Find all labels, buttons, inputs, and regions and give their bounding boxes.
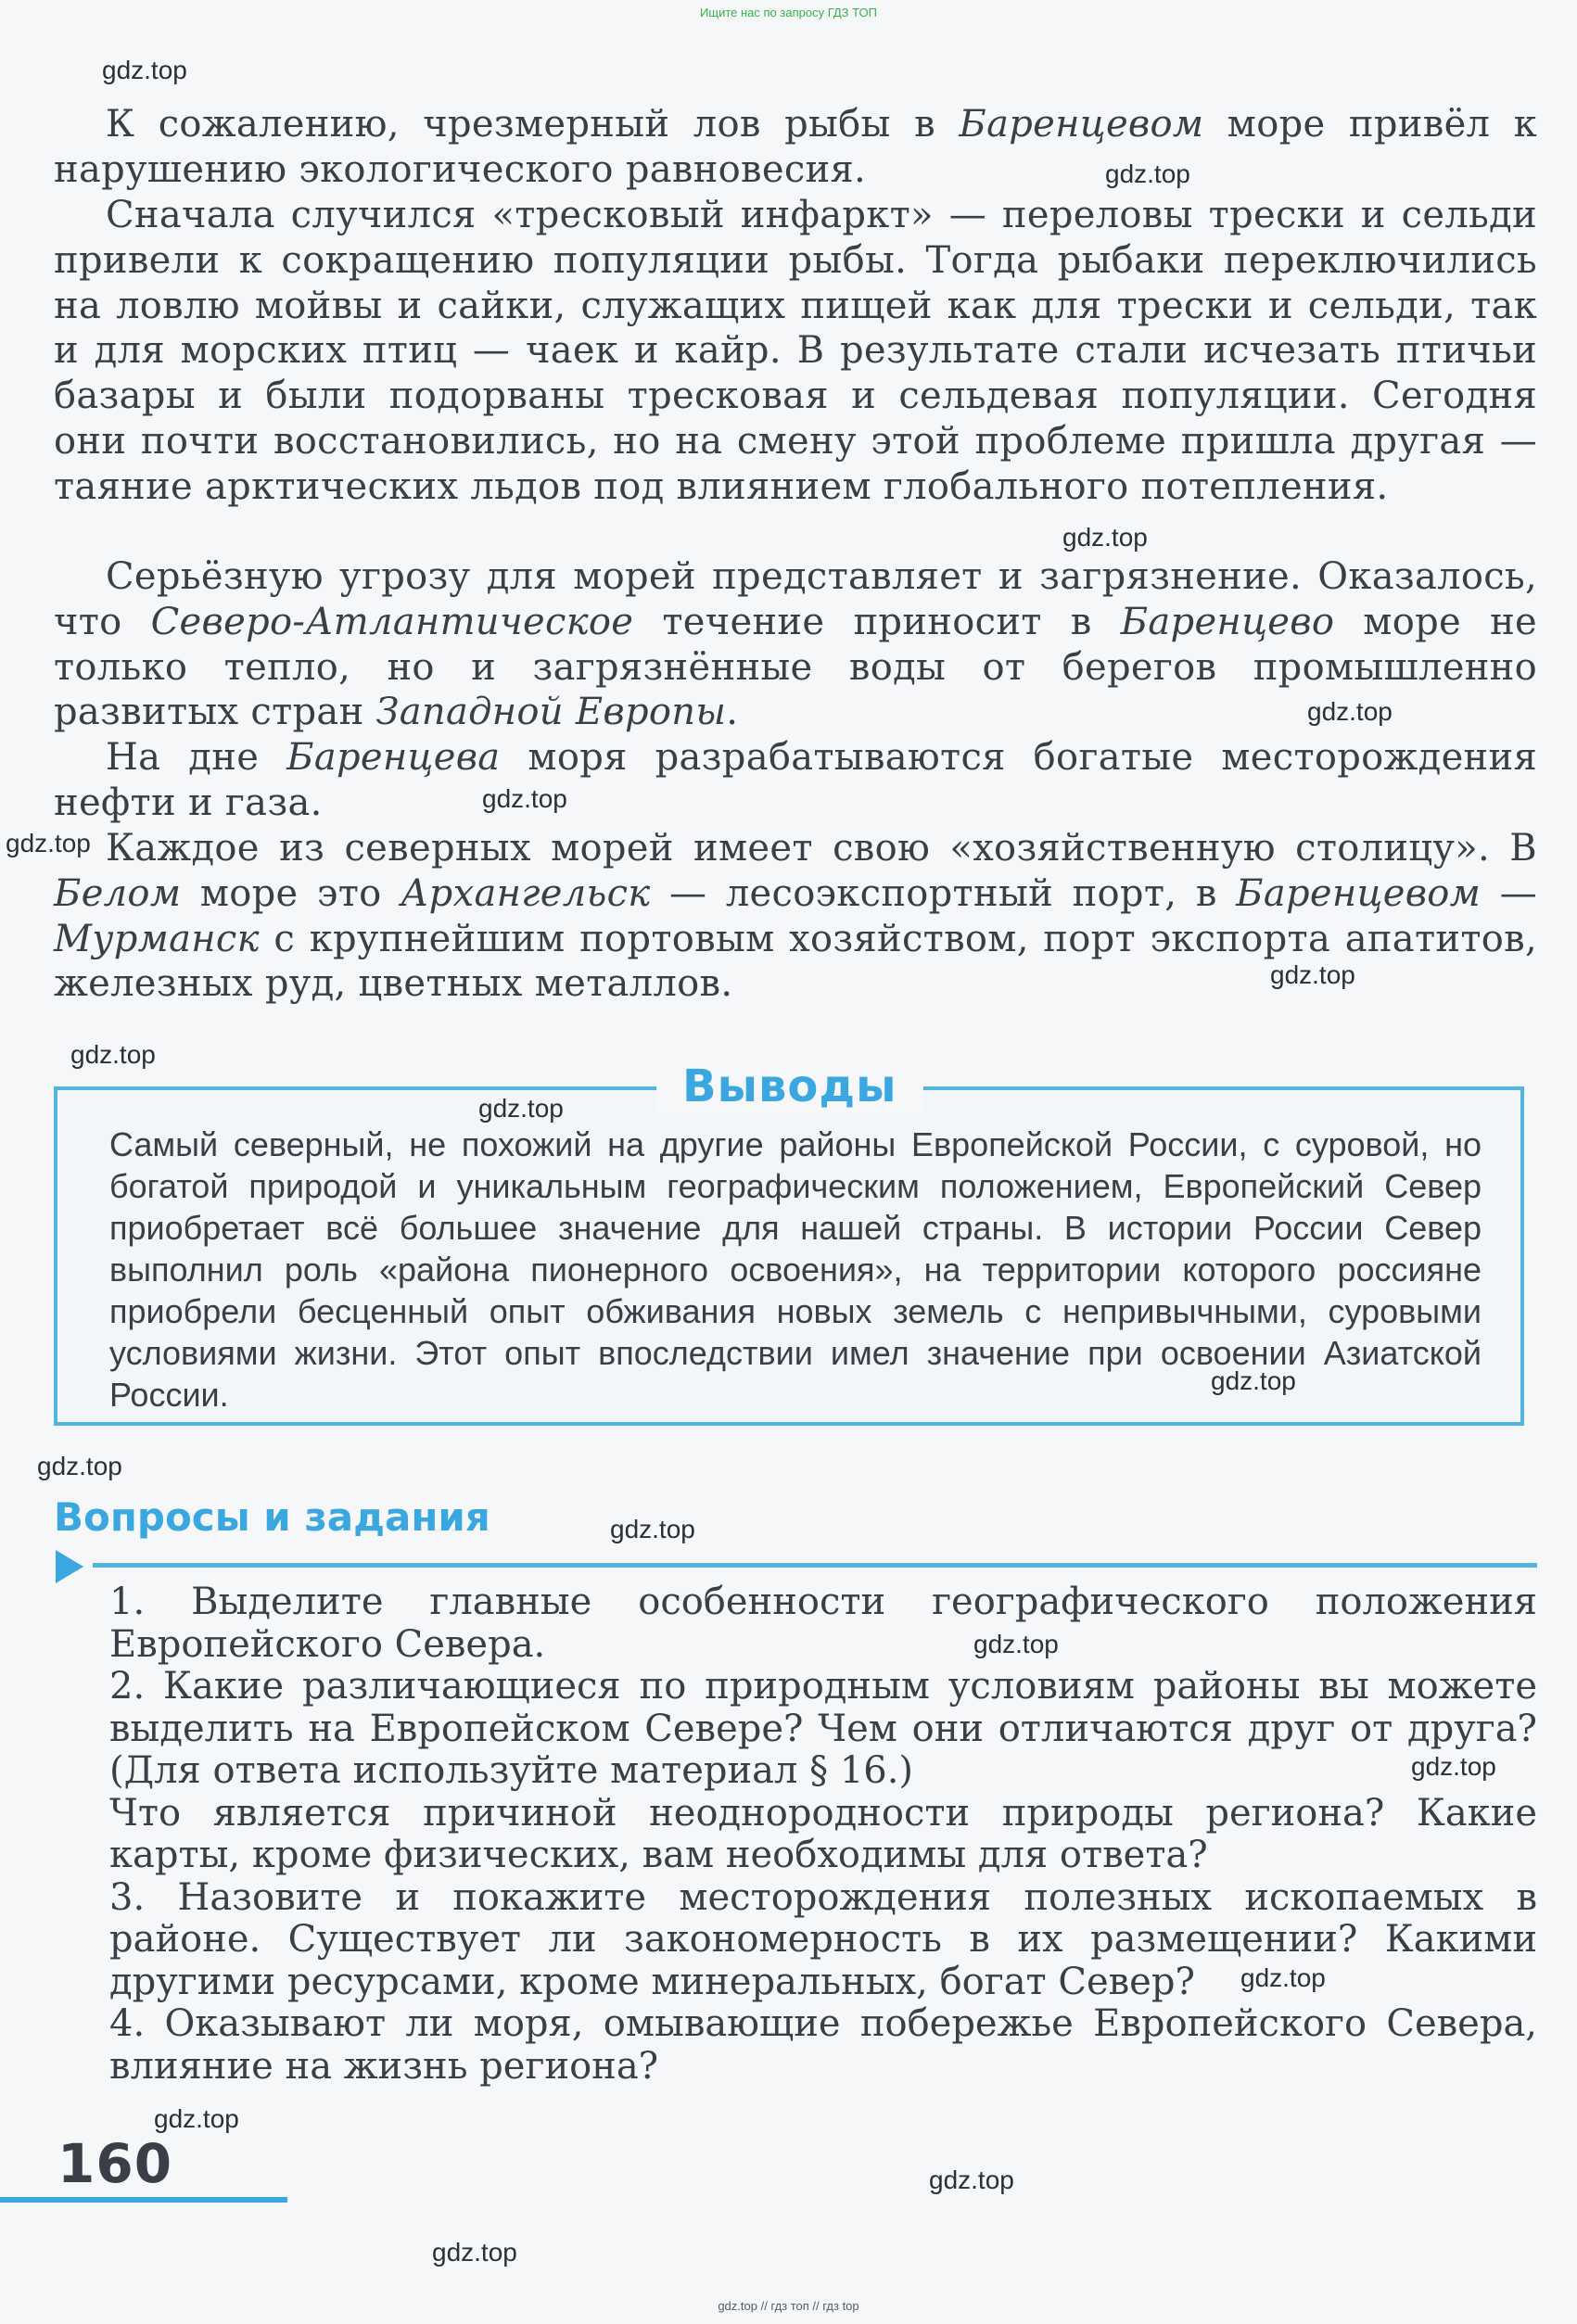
bottom-banner: gdz.top // гдз топ // гдз top <box>718 2299 859 2313</box>
watermark: gdz.top <box>1411 1752 1496 1781</box>
watermark: gdz.top <box>6 829 91 857</box>
top-banner: Ищите нас по запросу ГДЗ ТОП <box>700 6 877 19</box>
watermark: gdz.top <box>70 1040 156 1069</box>
text-run: Сначала случился «тресковый инфаркт» — переловы трески и сельди привели к сокращению популяции рыбы. Тогда рыбаки переключились на ловлю мойвы и сайки, служащих пищей как для трески и сельди, так и для морских птиц — чаек и кайр. В результате стали исчезать птичьи базары и были подорваны тресковая и сельдевая популяции. Сегодня они почти восстановились, но на смену этой проблеме пришла другая — таяние арктических льдов под влиянием глобального потепления. <box>54 194 1537 508</box>
paragraph-cod-infarct <box>54 193 1537 510</box>
play-arrow-icon <box>56 1550 83 1583</box>
watermark: gdz.top <box>102 56 187 84</box>
italic-term: Баренцевом <box>1236 871 1482 915</box>
questions-divider <box>93 1563 1537 1568</box>
italic-term: Мурманск <box>54 917 260 960</box>
text-run: Каждое из северных морей имеет свою «хозяйственную столицу». В <box>106 827 1537 870</box>
watermark: gdz.top <box>37 1452 122 1480</box>
paragraph-oil-gas <box>54 735 1537 826</box>
text-run: течение приносит в <box>633 600 1121 643</box>
text-run: — <box>1481 871 1537 915</box>
watermark: gdz.top <box>1270 960 1355 989</box>
question-item: Что является причиной неоднородности природы региона? Какие карты, кроме физических, вам необходимы для ответа? <box>109 1791 1537 1876</box>
question-item: 4. Оказывают ли моря, омывающие побережье Европейского Севера, влияние на жизнь региона? <box>109 2002 1537 2088</box>
italic-term: Баренцево <box>1120 600 1335 643</box>
page-number-rule <box>0 2197 287 2203</box>
question-item: 3. Назовите и покажите месторождения полезных ископаемых в районе. Существует ли закономерность в их размещении? Какими другими ресурсами, кроме минеральных, богат Север? <box>109 1875 1537 2003</box>
text-run: море привёл к нарушению экологического равновесия. <box>54 103 1537 191</box>
text-run: моря разрабатываются богатые месторождения нефти и газа. <box>54 736 1537 824</box>
watermark: gdz.top <box>482 784 567 813</box>
italic-term: Архангельск <box>401 871 651 915</box>
watermark: gdz.top <box>610 1515 695 1543</box>
question-item: 1. Выделите главные особенности географического положения Европейского Севера. <box>109 1581 1537 1666</box>
text-run: море не только тепло, но и загрязнённые воды от берегов промышленно развитых стран <box>54 600 1537 734</box>
text-run: с крупнейшим портовым хозяйством, порт экспорта апатитов, железных руд, цветных металлов. <box>54 917 1537 1006</box>
questions-list <box>109 1581 1537 2088</box>
watermark: gdz.top <box>478 1094 564 1123</box>
watermark: gdz.top <box>1307 697 1393 726</box>
text-run: Серьёзную угрозу для морей представляет и загрязнение. Оказалось, что <box>54 555 1537 643</box>
italic-term: Белом <box>54 871 182 915</box>
watermark: gdz.top <box>154 2104 239 2133</box>
watermark: gdz.top <box>929 2165 1014 2194</box>
italic-term: Баренцевом <box>959 103 1204 146</box>
conclusions-text: Самый северный, не похожий на другие районы Европейской России, с суровой, но богатой природой и уникальным географическим положением, Европейский Север приобретает всё большее значение для нашей страны. В истории России Север выполнил роль «района пионерного освоения», на территории которого россияне приобрели бесценный опыт обживания новых земель с непривычными, суровыми условиями жизни. Этот опыт впоследствии имел значение при освоении Азиатской России. <box>109 1125 1482 1414</box>
text-run: . <box>726 691 739 734</box>
watermark: gdz.top <box>1211 1366 1296 1395</box>
watermark: gdz.top <box>432 2238 517 2267</box>
text-run: море это <box>181 871 401 915</box>
questions-title: Вопросы и задания <box>54 1494 490 1540</box>
watermark: gdz.top <box>1240 1963 1326 1992</box>
watermark: gdz.top <box>1062 523 1148 552</box>
paragraph-overfishing <box>54 102 1537 193</box>
page-number: 160 <box>57 2132 173 2195</box>
italic-term: Баренцева <box>286 736 501 779</box>
watermark: gdz.top <box>1105 159 1190 188</box>
text-run: — лесоэкспортный порт, в <box>650 871 1237 915</box>
question-item: 2. Какие различающиеся по природным условиям районы вы можете выделить на Европейском Севере? Чем они отличаются друг от друга? (Для ответа используйте материал § 16.) <box>109 1665 1537 1792</box>
italic-term: Северо-Атлантическое <box>150 600 634 643</box>
conclusions-title: Выводы <box>656 1060 923 1112</box>
watermark: gdz.top <box>973 1630 1059 1658</box>
text-run: На дне <box>106 736 287 779</box>
italic-term: Западной Европы <box>375 691 727 734</box>
text-run: К сожалению, чрезмерный лов рыбы в <box>106 103 960 146</box>
